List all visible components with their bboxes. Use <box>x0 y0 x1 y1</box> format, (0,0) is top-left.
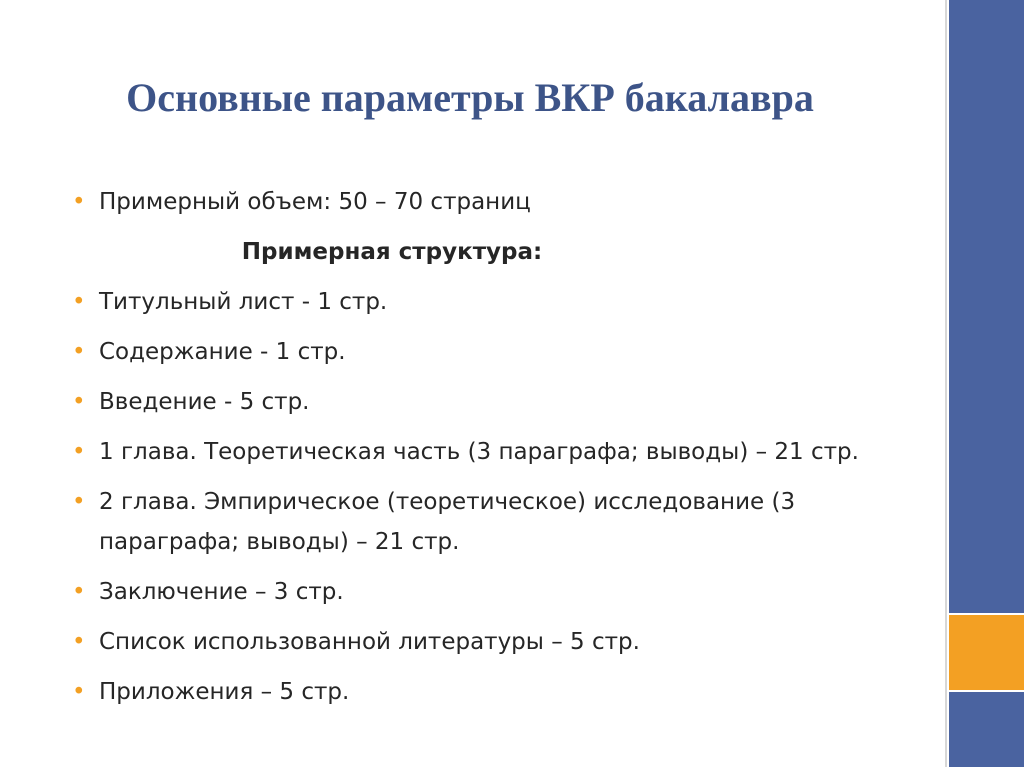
list-item-text: Титульный лист - 1 стр. <box>99 289 388 315</box>
list-item <box>72 572 902 612</box>
list-item-text: 2 глава. Эмпирическое (теоретическое) исследование (3 параграфа; выводы) – 21 стр. <box>99 489 796 555</box>
bullet-icon: • <box>72 489 86 515</box>
bullet-icon: • <box>72 389 86 415</box>
list-item <box>72 672 902 712</box>
slide-content <box>72 182 902 722</box>
slide-title: Основные параметры ВКР бакалавра <box>126 75 814 120</box>
list-item-text: Содержание - 1 стр. <box>99 339 346 365</box>
bullet-icon: • <box>72 189 86 215</box>
bullet-icon: • <box>72 679 86 705</box>
bullet-icon: • <box>72 339 86 365</box>
list-item-text: Заключение – 3 стр. <box>99 579 344 605</box>
structure-heading: Примерная структура: <box>241 239 543 265</box>
list-item <box>72 482 902 562</box>
list-item-text: 1 глава. Теоретическая часть (3 параграфа; выводы) – 21 стр. <box>99 439 859 465</box>
list-item-text: Приложения – 5 стр. <box>99 679 350 705</box>
bullet-icon: • <box>72 289 86 315</box>
list-item <box>72 282 902 322</box>
side-bar-blue-top <box>949 0 1024 613</box>
list-item-text: Список использованной литературы – 5 стр. <box>99 629 640 655</box>
list-item-text: Введение - 5 стр. <box>99 389 310 415</box>
bullet-icon: • <box>72 579 86 605</box>
side-divider-line <box>945 0 947 767</box>
list-item <box>72 382 902 422</box>
side-bar-blue-bottom <box>949 692 1024 767</box>
list-item-text: Примерный объем: 50 – 70 страниц <box>99 189 531 215</box>
side-bar-orange-accent <box>949 615 1024 690</box>
list-item-volume <box>72 182 902 222</box>
bullet-icon: • <box>72 439 86 465</box>
list-item <box>72 332 902 372</box>
list-item <box>72 622 902 662</box>
bullet-icon: • <box>72 629 86 655</box>
list-item <box>72 432 902 472</box>
